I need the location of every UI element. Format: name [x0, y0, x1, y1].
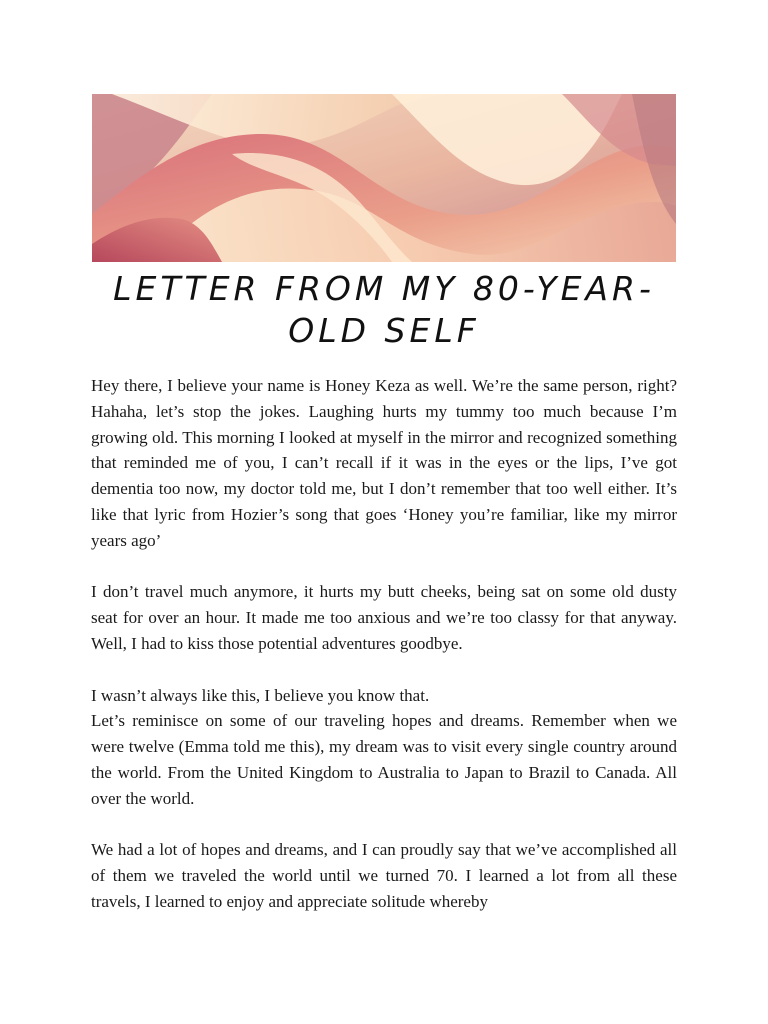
abstract-wave-graphic [92, 94, 676, 262]
letter-body [91, 373, 677, 941]
paragraph: Let’s reminisce on some of our traveling hopes and dreams. Remember when we were twelve (Emma told me this), my dream was to visit every single country around the world. From the United Kingdom to Australia to Japan to Brazil to Canada. All over the world. [91, 711, 677, 808]
paragraph: I don’t travel much anymore, it hurts my butt cheeks, being sat on some old dusty seat for over an hour. It made me too anxious and we’re too classy for that anyway. Well, I had to kiss those potential adventures goodbye. [91, 582, 677, 653]
page-title: LETTER FROM MY 80-YEAR-OLD SELF [113, 269, 655, 350]
paragraph: We had a lot of hopes and dreams, and I can proudly say that we’ve accomplished all of them we traveled the world until we turned 70. I learned a lot from all these travels, I learned to enjoy and appreciate solitude whereby [91, 840, 677, 911]
paragraph: Hey there, I believe your name is Honey Keza as well. We’re the same person, right? Hahaha, let’s stop the jokes. Laughing hurts my tummy too much because I’m growing old. This morning I looked at myself in the mirror and recognized something that reminded me of you, I can’t recall if it was in the eyes or the lips, I’ve got dementia too now, my doctor told me, but I don’t remember that too well either. It’s like that lyric from Hozier’s song that goes ‘Honey you’re familiar, like my mirror years ago’ [91, 376, 677, 550]
abstract-wave-banner-image [92, 94, 676, 262]
paragraph: I wasn’t always like this, I believe you know that. [91, 685, 430, 705]
